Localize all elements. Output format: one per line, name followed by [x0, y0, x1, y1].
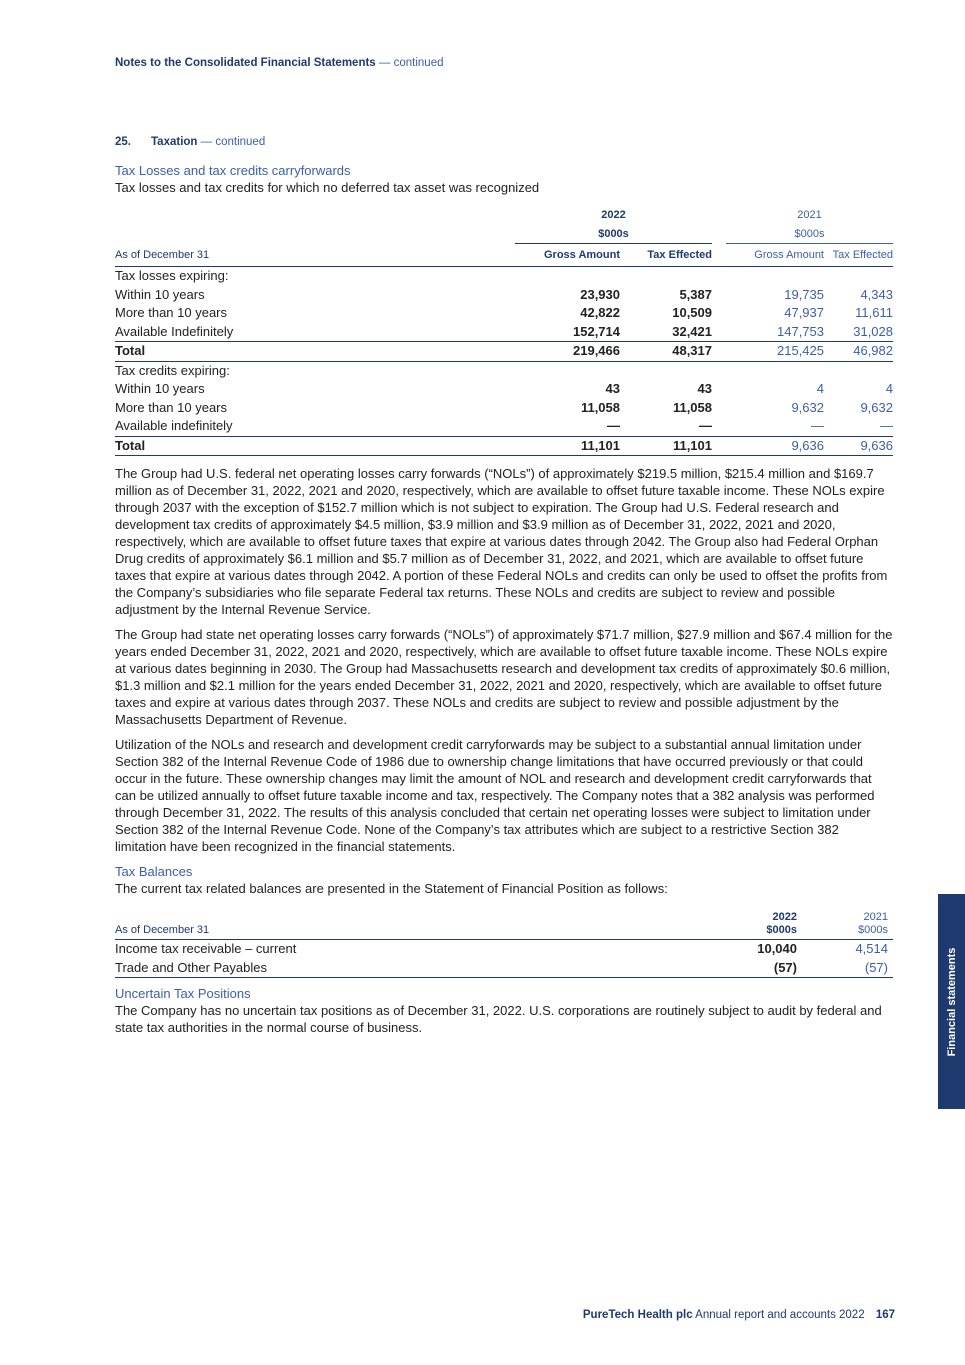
section-number: 25. — [115, 136, 131, 148]
losses-subheading: Tax Losses and tax credits carryforwards — [115, 163, 351, 178]
table-row: Within 10 years 23,930 5,387 19,735 4,343 — [115, 286, 893, 302]
balances-intro: The current tax related balances are presented in the Statement of Financial Position as follows: — [115, 881, 668, 896]
credits-total-row: Total 11,101 11,101 9,636 9,636 — [115, 436, 893, 456]
table-row: Available Indefinitely 152,714 32,421 147,753 31,028 — [115, 323, 893, 339]
as-of-label: As of December 31 — [115, 244, 515, 267]
side-tab-label: Financial statements — [945, 947, 958, 1056]
col-effected-2021: Tax Effected — [824, 244, 893, 267]
year-header-2021: 2021 $000s — [726, 206, 893, 244]
section-name: Taxation — [151, 136, 198, 148]
year-header-2022: 2022 $000s — [515, 206, 712, 244]
year-header-2021: 2021 $000s — [799, 907, 893, 940]
tax-losses-table — [115, 206, 893, 456]
table-row: Income tax receivable – current 10,040 4,514 — [115, 941, 888, 956]
page-number: 167 — [875, 1309, 895, 1321]
table-row: More than 10 years 42,822 10,509 47,937 11,611 — [115, 305, 893, 320]
balances-subheading: Tax Balances — [115, 864, 193, 879]
col-gross-2021: Gross Amount — [726, 244, 824, 267]
paragraph-section-382: Utilization of the NOLs and research and development credit carryforwards may be subject to a substantial annual limitation under Section 382 of the Internal Revenue Code of 1986 due to ownership change limitations that have occurred previously or that could occur in the future. These ownership changes may limit the amount of NOL and research and development credit carryforwards that can be utilized annually to offset future taxable income and tax, respectively. The Company notes that a 382 analysis was performed through December 31, 2022. The results of this analysis concluded that certain net operating losses were subject to limitation under Section 382 of the Internal Revenue Code. None of the Company’s tax attributes which are subject to a restrictive Section 382 limitation have been recognized in the financial statements. — [115, 737, 875, 854]
losses-heading: Tax losses expiring: — [115, 268, 229, 283]
col-effected-2022: Tax Effected — [620, 244, 712, 267]
credits-heading: Tax credits expiring: — [115, 362, 230, 378]
uncertain-text: The Company has no uncertain tax positions as of December 31, 2022. U.S. corporations are routinely subject to audit by federal and state tax authorities in the normal course of business. — [115, 1003, 882, 1035]
table-row: Within 10 years 43 43 4 4 — [115, 381, 893, 396]
table-row: Available indefinitely — — — — — [115, 418, 893, 433]
header-title: Notes to the Consolidated Financial Statements — [115, 57, 376, 69]
table-row: Trade and Other Payables (57) (57) — [115, 959, 893, 978]
section-heading — [115, 136, 265, 148]
as-of-label: As of December 31 — [115, 907, 715, 940]
main-content — [115, 162, 893, 1036]
page-footer — [583, 1309, 895, 1321]
paragraph-federal-nols: The Group had U.S. federal net operating losses carry forwards (“NOLs”) of approximately $219.5 million, $215.4 million and $169.7 million as of December 31, 2022, 2021 and 2020, respectively, which are available to offset future taxable income. These NOLs expire through 2037 with the exception of $152.7 million which is not subject to expiration. The Group had U.S. Federal research and development tax credits of approximately $4.5 million, $3.9 million and $3.9 million as of December 31, 2022, 2021 and 2020, respectively, which are available to offset future taxes that expire at various dates through 2042. The Group also had Federal Orphan Drug credits of approximately $6.1 million and $5.7 million as of December 31, 2022, and 2021, which are available to offset future taxes that expire at various dates through 2042. A portion of these Federal NOLs and credits can only be used to offset the profits from the Company’s subsidiaries who file separate Federal tax returns. These NOLs and credits are subject to review and possible adjustment by the Internal Revenue Service. — [115, 466, 888, 617]
running-header — [115, 57, 444, 69]
table-row: More than 10 years 11,058 11,058 9,632 9,632 — [115, 399, 893, 415]
tax-balances-table — [115, 907, 893, 978]
header-continued: — continued — [378, 57, 444, 69]
footer-company: PureTech Health plc — [582, 1309, 693, 1321]
footer-report: Annual report and accounts 2022 — [695, 1309, 865, 1321]
paragraph-state-nols: The Group had state net operating losses carry forwards (“NOLs”) of approximately $71.7 million, $27.9 million and $67.4 million for the years ended December 31, 2022, 2021 and 2020, respectively, which are available to offset future taxable income. These NOLs expire at various dates beginning in 2030. The Group had Massachusetts research and development tax credits of approximately $0.6 million, $1.3 million and $2.1 million for the years ended December 31, 2022, 2021 and 2020, respectively, which are available to offset future taxes and expire at various dates through 2037. These NOLs and credits are subject to review and possible adjustment by the Massachusetts Department of Revenue. — [115, 627, 893, 727]
section-side-tab — [938, 894, 965, 1109]
losses-total-row: Total 219,466 48,317 215,425 46,982 — [115, 342, 893, 362]
year-header-2022: 2022 $000s — [715, 907, 799, 940]
col-gross-2022: Gross Amount — [515, 244, 620, 267]
losses-intro: Tax losses and tax credits for which no deferred tax asset was recognized — [115, 180, 540, 195]
uncertain-subheading: Uncertain Tax Positions — [115, 986, 251, 1001]
section-continued: — continued — [200, 136, 266, 148]
